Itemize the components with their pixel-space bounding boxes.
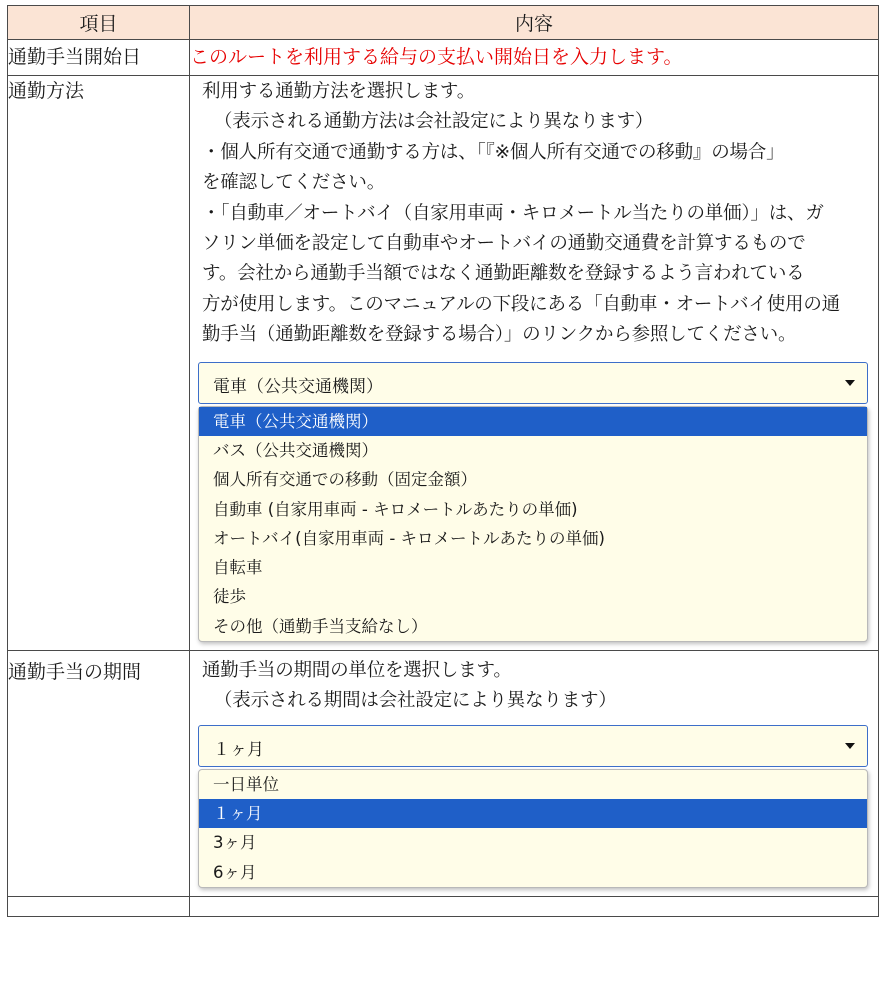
period-description	[190, 651, 878, 717]
method-description	[190, 76, 878, 351]
method-line: ・個人所有交通で通勤する方は、「『※個人所有交通での移動』の場合」	[202, 141, 785, 163]
next-row-label	[8, 897, 190, 917]
period-option[interactable]: 一日単位	[213, 774, 279, 794]
method-cell	[190, 76, 879, 651]
method-option[interactable]: 個人所有交通での移動（固定金額）	[213, 470, 477, 490]
method-select[interactable]	[198, 362, 868, 404]
method-select-value: 電車（公共交通機関）	[213, 376, 383, 397]
method-option[interactable]: 自転車	[213, 558, 263, 578]
row-next	[8, 897, 879, 917]
start-date-description: このルートを利用する給与の支払い開始日を入力します。	[190, 40, 879, 76]
header-content: 内容	[190, 6, 879, 40]
row-method	[8, 76, 879, 651]
period-line: （表示される期間は会社設定により異なります）	[214, 690, 617, 712]
method-option[interactable]: その他（通勤手当支給なし）	[213, 616, 428, 636]
chevron-down-icon	[845, 380, 855, 386]
label-period: 通勤手当の期間	[8, 651, 190, 897]
method-line: ソリン単価を設定して自動車やオートバイの通勤交通費を計算するもので	[202, 233, 806, 255]
method-line: ・「自動車／オートバイ（自家用車両・キロメートル当たりの単価）」は、ガ	[202, 202, 824, 224]
row-period	[8, 651, 879, 897]
period-select[interactable]	[198, 725, 868, 767]
method-options-list	[198, 406, 868, 642]
period-option[interactable]: 6ヶ月	[213, 862, 257, 882]
period-cell	[190, 651, 879, 897]
row-start-date	[8, 40, 879, 76]
period-option[interactable]: 3ヶ月	[213, 833, 257, 853]
chevron-down-icon	[845, 743, 855, 749]
method-line: す。会社から通勤手当額ではなく通勤距離数を登録するよう言われている	[202, 263, 805, 285]
label-method: 通勤方法	[8, 76, 190, 651]
method-line: 利用する通勤方法を選択します。	[202, 81, 476, 102]
period-line: 通勤手当の期間の単位を選択します。	[202, 660, 512, 682]
next-row-content	[190, 897, 879, 917]
header-row	[8, 6, 879, 40]
header-item: 項目	[8, 6, 190, 40]
method-option[interactable]: 電車（公共交通機関）	[199, 407, 867, 436]
method-option[interactable]: バス（公共交通機関）	[213, 440, 378, 460]
method-line: を確認してください。	[202, 172, 386, 194]
method-line: 勤手当（通勤距離数を登録する場合）」のリンクから参照してください。	[202, 324, 797, 346]
method-option[interactable]: 徒歩	[213, 587, 246, 607]
period-select-value: １ヶ月	[213, 739, 264, 760]
period-option[interactable]: １ヶ月	[199, 799, 867, 828]
method-option[interactable]: 自動車 (自家用車両 - キロメートルあたりの単価)	[213, 499, 578, 519]
method-line: 方が使用します。このマニュアルの下段にある「自動車・オートバイ使用の通	[202, 293, 840, 315]
label-start-date: 通勤手当開始日	[8, 40, 190, 76]
manual-table	[7, 5, 879, 917]
period-options-list	[198, 769, 868, 888]
method-option[interactable]: オートバイ(自家用車両 - キロメートルあたりの単価)	[213, 528, 605, 548]
method-line: （表示される通勤方法は会社設定により異なります）	[214, 111, 654, 133]
